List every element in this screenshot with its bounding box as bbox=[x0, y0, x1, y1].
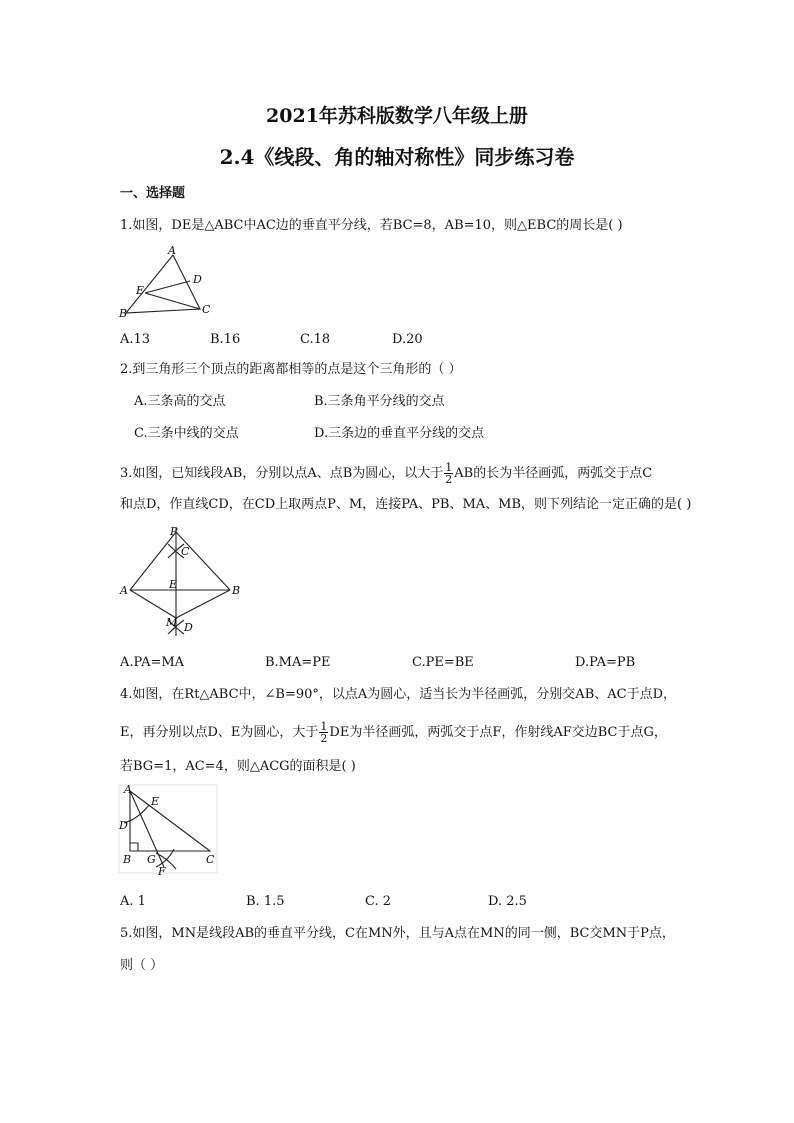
q3-label-c: C bbox=[181, 545, 190, 558]
q3-label-d: D bbox=[184, 621, 193, 634]
q5-stem-line1: 5.如图，MN是线段AB的垂直平分线，C在MN外，且与A点在MN的同一侧，BC交MN于P点， bbox=[120, 926, 675, 941]
q4-option-b: B. 1.5 bbox=[246, 894, 285, 909]
q1-stem: 1.如图，DE是△ABC中AC边的垂直平分线，若BC=8，AB=10，则△EBC的周长是( ) bbox=[120, 218, 623, 233]
q3-fraction-numerator: 1 bbox=[445, 461, 453, 474]
q4-label-d: D bbox=[119, 819, 128, 832]
q4-stem-line3: 若BG=1，AC=4，则△ACG的面积是( ) bbox=[120, 759, 356, 774]
q3-stem-line2: 和点D，作直线CD，在CD上取两点P、M，连接PA、PB、MA、MB，则下列结论一定正确的是( ) bbox=[120, 497, 692, 512]
q4-option-a: A. 1 bbox=[120, 894, 146, 909]
q4-stem-part-b1: E，再分别以点D、E为圆心，大于 bbox=[120, 725, 319, 740]
q4-fraction bbox=[319, 721, 328, 744]
q1-option-a: A.13 bbox=[120, 332, 151, 347]
document-title: 2021年苏科版数学八年级上册 bbox=[266, 105, 528, 127]
q1-label-e: E bbox=[136, 284, 145, 297]
q4-label-b: B bbox=[123, 853, 132, 866]
q3-label-e: E bbox=[169, 578, 178, 591]
q4-right-angle-mark bbox=[130, 843, 138, 851]
q3-segment-ma bbox=[130, 590, 176, 618]
q3-option-a: A.PA=MA bbox=[120, 655, 185, 670]
q1-segment-de bbox=[145, 281, 190, 293]
q3-stem-line1 bbox=[120, 462, 652, 485]
q3-segment-mb bbox=[176, 590, 230, 618]
section-heading: 一、选择题 bbox=[120, 186, 186, 201]
q3-label-m: M bbox=[166, 616, 178, 629]
q4-option-d: D. 2.5 bbox=[488, 894, 527, 909]
q4-label-g: G bbox=[147, 853, 156, 866]
q1-segment-ec bbox=[145, 293, 200, 309]
q3-option-d: D.PA=PB bbox=[575, 655, 636, 670]
q3-label-b: B bbox=[232, 584, 241, 597]
q2-option-c: C.三条中线的交点 bbox=[134, 426, 239, 441]
q1-option-b: B.16 bbox=[210, 332, 241, 347]
q1-label-b: B bbox=[119, 307, 128, 320]
q4-triangle bbox=[130, 791, 210, 851]
q2-option-a: A.三条高的交点 bbox=[134, 394, 226, 409]
q4-figure bbox=[116, 783, 221, 878]
q1-option-c: C.18 bbox=[300, 332, 331, 347]
q3-fraction bbox=[444, 462, 453, 485]
q1-figure bbox=[118, 245, 218, 320]
q1-label-a: A bbox=[168, 245, 176, 257]
q2-option-d: D.三条边的垂直平分线的交点 bbox=[314, 426, 485, 441]
q5-stem-line2: 则（ ） bbox=[120, 958, 164, 973]
document-subtitle: 2.4《线段、角的轴对称性》同步练习卷 bbox=[219, 145, 575, 169]
q4-fraction-numerator: 1 bbox=[320, 720, 328, 733]
q4-label-f: F bbox=[158, 865, 166, 878]
q4-stem-line1: 4.如图，在Rt△ABC中，∠B=90°，以点A为圆心，适当长为半径画弧，分别交AB、AC于点D， bbox=[120, 687, 677, 702]
q1-option-d: D.20 bbox=[392, 332, 423, 347]
q3-segment-pb bbox=[176, 532, 230, 590]
q3-label-p: P bbox=[170, 525, 178, 538]
q4-label-a: A bbox=[124, 783, 132, 796]
q4-stem-part-b2: DE为半径画弧，两弧交于点F，作射线AF交边BC于点G， bbox=[329, 725, 667, 740]
q1-label-d: D bbox=[193, 273, 202, 286]
q4-label-e: E bbox=[151, 795, 160, 808]
q1-label-c: C bbox=[202, 303, 211, 316]
q2-stem: 2.到三角形三个顶点的距离都相等的点是这个三角形的（ ） bbox=[120, 362, 462, 377]
q3-stem-part-a: 3.如图，已知线段AB，分别以点A、点B为圆心，以大于 bbox=[120, 466, 444, 481]
q4-fraction-denominator: 2 bbox=[320, 732, 328, 745]
q3-option-c: C.PE=BE bbox=[412, 655, 474, 670]
q3-fraction-denominator: 2 bbox=[445, 473, 453, 486]
q4-option-c: C. 2 bbox=[365, 894, 392, 909]
q3-option-b: B.MA=PE bbox=[265, 655, 331, 670]
q4-stem-line2 bbox=[120, 721, 667, 744]
q3-stem-part-b: AB的长为半径画弧，两弧交于点C bbox=[454, 466, 653, 481]
q3-figure bbox=[118, 522, 248, 642]
q3-label-a: A bbox=[120, 584, 128, 597]
q4-label-c: C bbox=[206, 853, 215, 866]
q2-option-b: B.三条角平分线的交点 bbox=[314, 394, 445, 409]
